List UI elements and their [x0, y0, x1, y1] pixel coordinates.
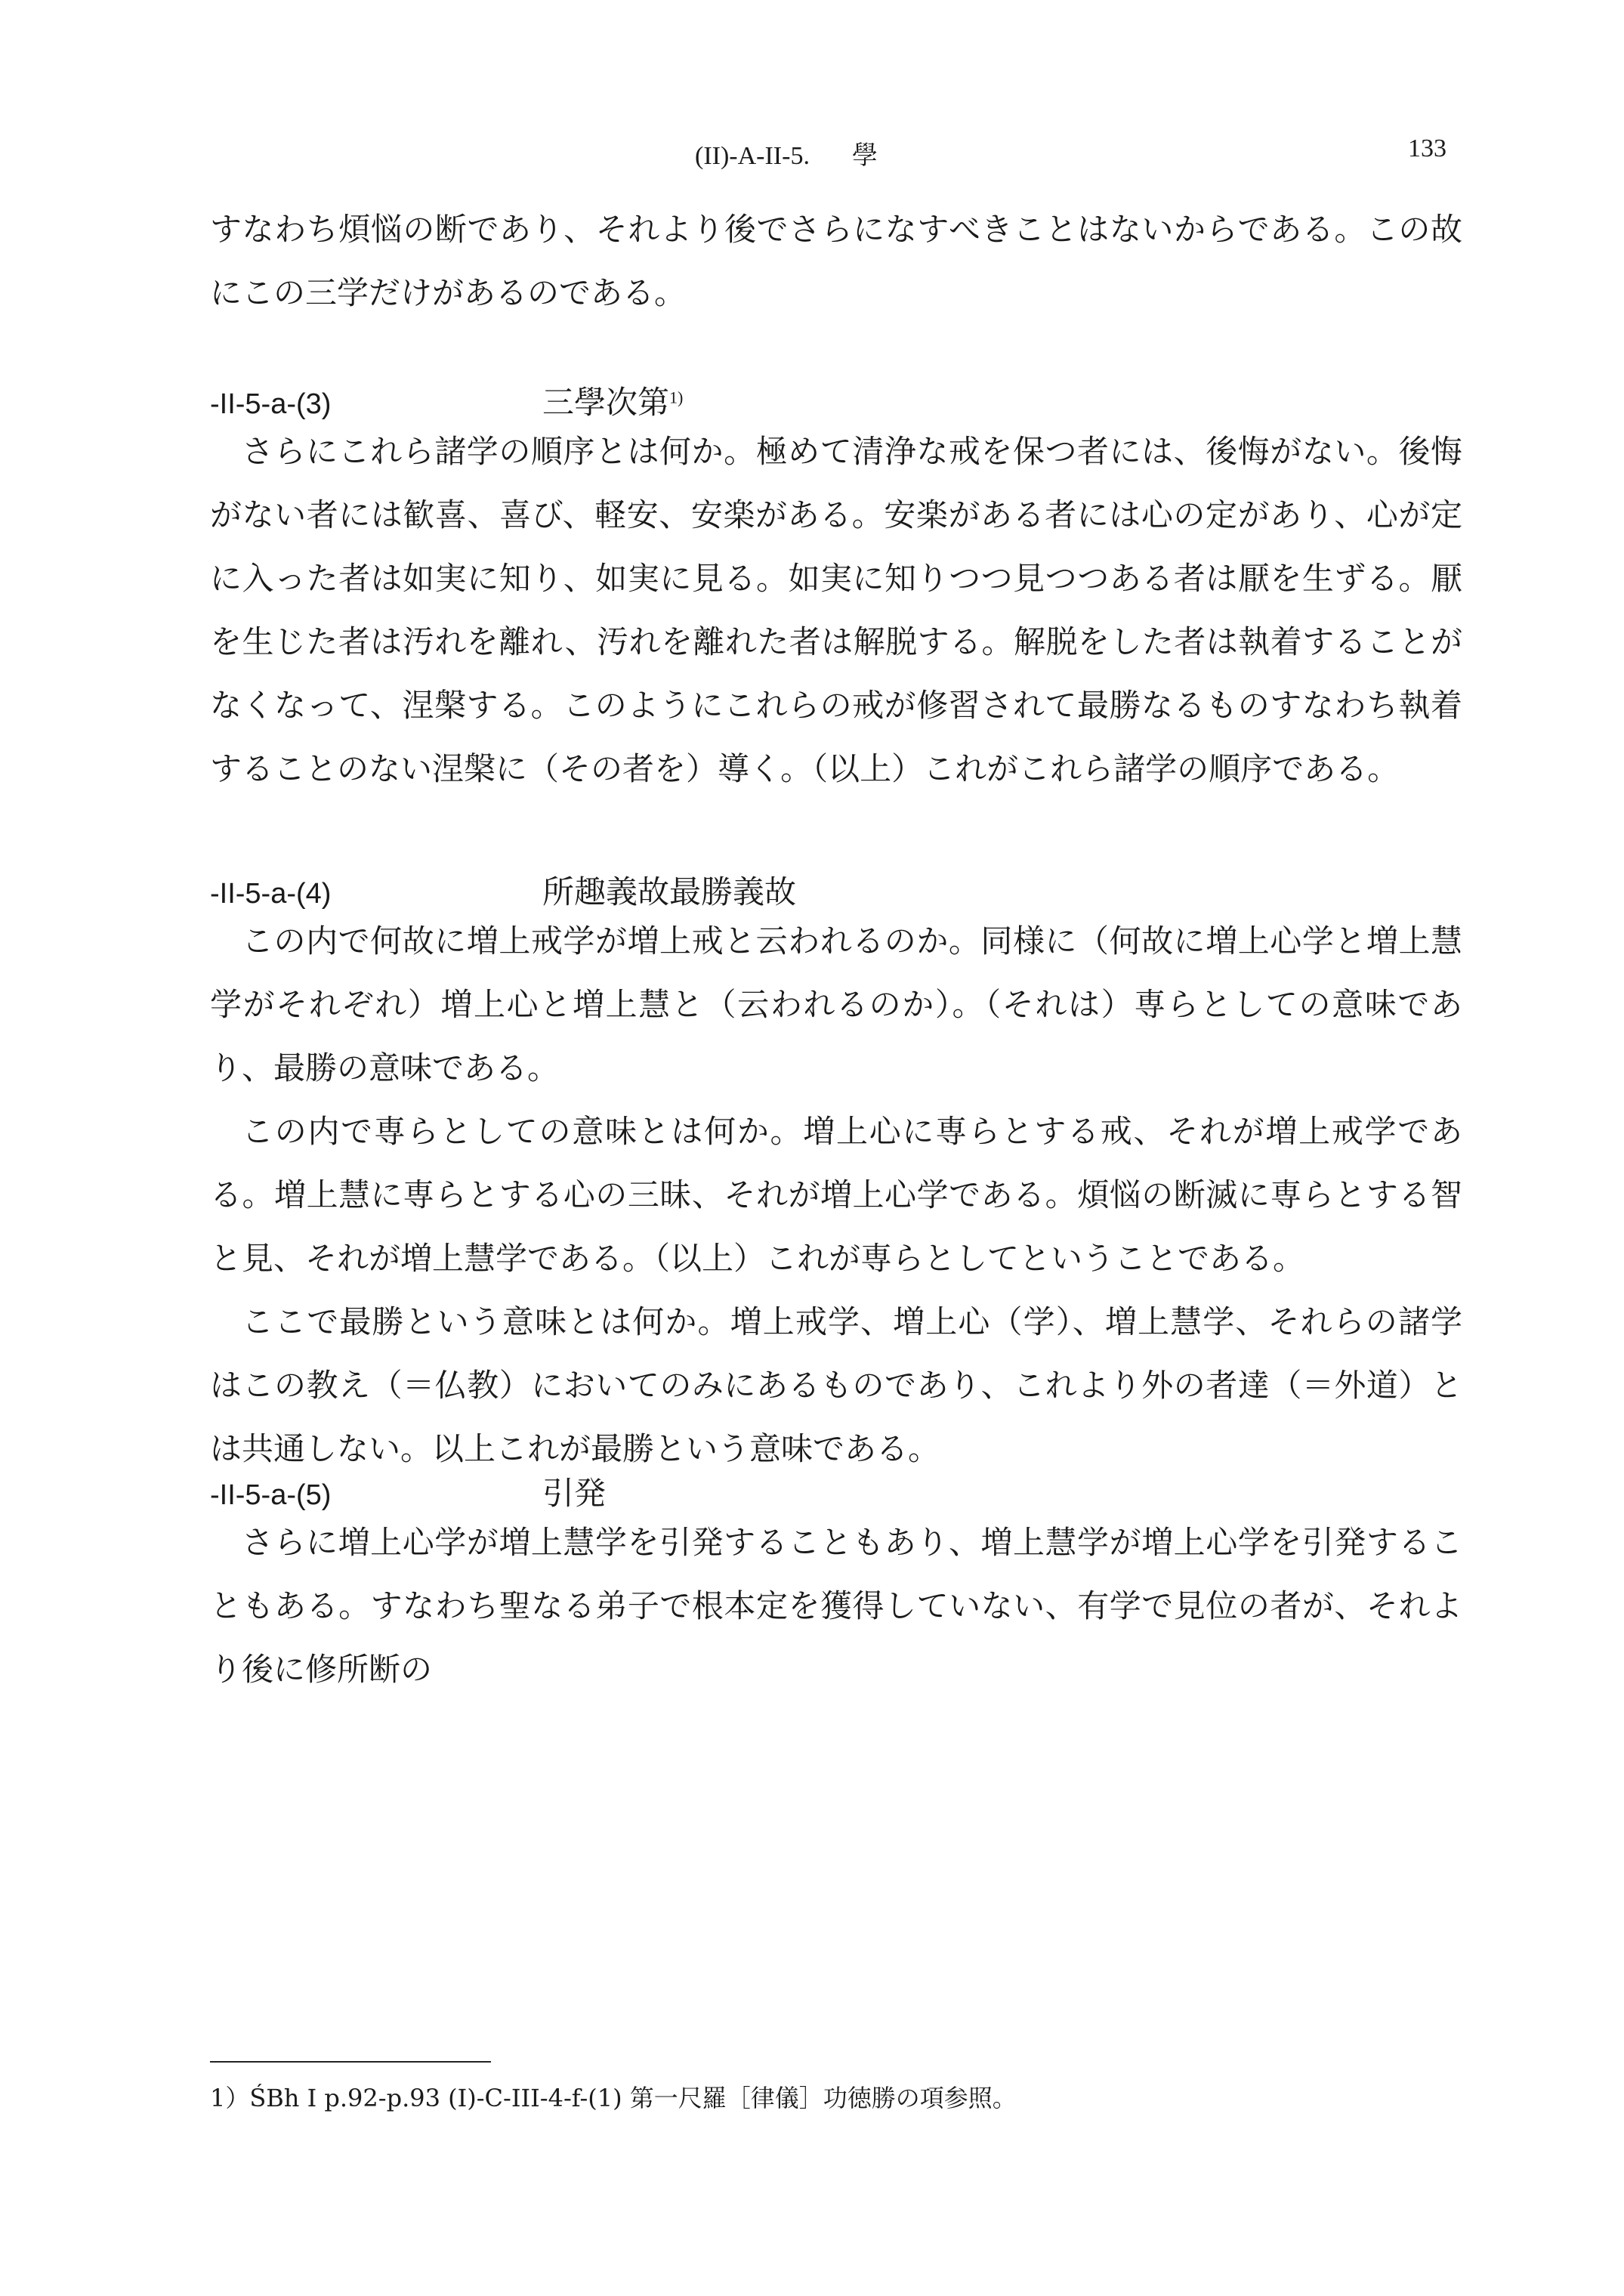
- section-title: 引発: [542, 1475, 607, 1512]
- section-title: 所趣義故最勝義故: [542, 873, 797, 910]
- section-id: -II-5-a-(5): [210, 1479, 332, 1511]
- section-body-5: [210, 1511, 1462, 1701]
- section-paragraph: ここで最勝という意味とは何か。増上戒学、増上心（学）、増上慧学、それらの諸学はこの教え（＝仏教）においてのみにあるものであり、これより外の者達（＝外道）とは共通しない。以上これが最勝という意味である。: [210, 1303, 1462, 1467]
- section-heading-5: [210, 1469, 606, 1514]
- footnote-divider: [210, 2061, 491, 2063]
- footnote-ref: 1): [669, 388, 684, 407]
- intro-block: [210, 198, 1462, 325]
- page-number: 133: [1408, 134, 1446, 162]
- section-title: 三學次第: [542, 384, 670, 421]
- footnote: 1）ŚBh I p.92-p.93 (I)-C-III-4-f-(1) 第一尺羅［律儀］功徳勝の項参照。: [210, 2084, 1017, 2112]
- section-paragraph: この内で何故に増上戒学が増上戒と云われるのか。同様に（何故に増上心学と増上慧学がそれぞれ）増上心と増上慧と（云われるのか）。（それは）専らとしての意味であり、最勝の意味である。: [210, 922, 1462, 1086]
- header-section-kanji: 學: [851, 142, 878, 170]
- section-heading-4: [210, 867, 796, 913]
- section-paragraph: さらに増上心学が増上慧学を引発することもあり、増上慧学が増上心学を引発することもある。すなわち聖なる弟子で根本定を獲得していない、有学で見位の者が、それより後に修所断の: [210, 1524, 1462, 1688]
- intro-paragraph: すなわち煩悩の断であり、それより後でさらになすべきことはないからである。この故にこの三学だけがあるのである。: [210, 211, 1462, 311]
- section-paragraph: この内で専らとしての意味とは何か。増上心に専らとする戒、それが増上戒学である。増上慧に専らとする心の三昧、それが増上心学である。煩悩の断滅に専らとする智と見、それが増上慧学である。（以上）これが専らとしてということである。: [210, 1113, 1462, 1277]
- section-id: -II-5-a-(4): [210, 878, 332, 910]
- section-paragraph: さらにこれら諸学の順序とは何か。極めて清浄な戒を保つ者には、後悔がない。後悔がない者には歓喜、喜び、軽安、安楽がある。安楽がある者には心の定があり、心が定に入った者は如実に知り、如実に見る。如実に知りつつ見つつある者は厭を生ずる。厭を生じた者は汚れを離れ、汚れを離れた者は解脱する。解脱をした者は執着することがなくなって、涅槃する。このようにこれらの戒が修習されて最勝なるものすなわち執着することのない涅槃に（その者を）導く。（以上）これがこれら諸学の順序である。: [210, 433, 1462, 787]
- header-section-ref: (II)-A-II-5.: [695, 142, 810, 170]
- section-id: -II-5-a-(3): [210, 388, 332, 420]
- section-body-3: [210, 420, 1462, 801]
- section-heading-3: [210, 378, 683, 423]
- section-body-4: [210, 910, 1462, 1481]
- running-header: [695, 134, 878, 172]
